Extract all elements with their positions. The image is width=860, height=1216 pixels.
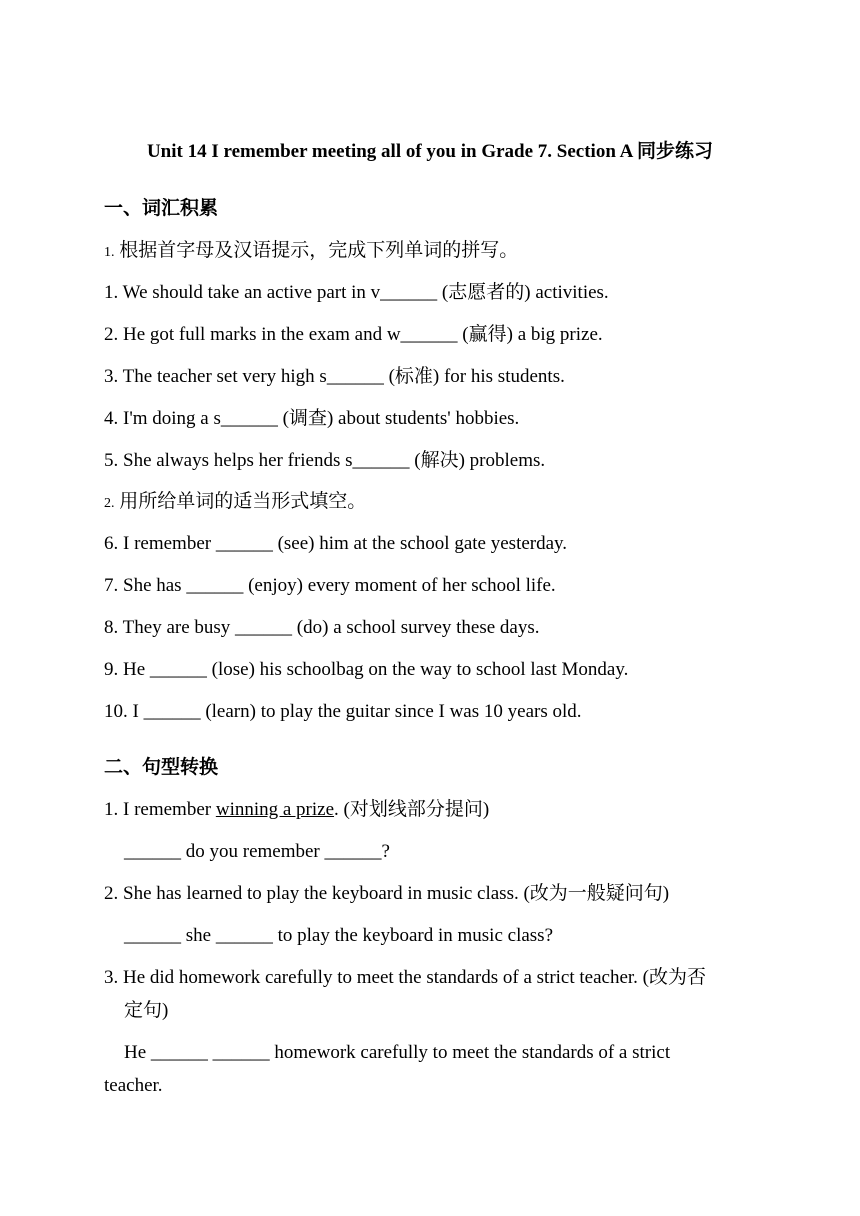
subsection-text: 用所给单词的适当形式填空。 bbox=[119, 491, 367, 512]
transformation-question-3: 3. He did homework carefully to meet the standards of a strict teacher. (改为否 bbox=[104, 967, 706, 988]
transformation-question-2: 2. She has learned to play the keyboard in music class. (改为一般疑问句) bbox=[104, 883, 670, 904]
question-item: 4. I'm doing a s______ (调查) about students' hobbies. bbox=[104, 408, 520, 429]
section-heading-vocabulary: 一、词汇积累 bbox=[104, 198, 219, 219]
question-item: 7. She has ______ (enjoy) every moment of her school life. bbox=[104, 575, 556, 596]
subsection-text: 根据首字母及汉语提示，完成下列单词的拼写。 bbox=[119, 240, 519, 261]
subsection-instruction-word-forms bbox=[104, 489, 366, 517]
question-item: 9. He ______ (lose) his schoolbag on the way to school last Monday. bbox=[104, 659, 629, 680]
question-item: 6. I remember ______ (see) him at the school gate yesterday. bbox=[104, 533, 568, 554]
answer-line: ______ do you remember ______? bbox=[124, 841, 390, 862]
answer-line-continued: teacher. bbox=[104, 1075, 163, 1096]
subsection-number: 2. bbox=[104, 496, 115, 511]
page-title: Unit 14 I remember meeting all of you in Grade 7. Section A 同步练习 bbox=[146, 141, 714, 162]
underlined-phrase: winning a prize bbox=[215, 799, 335, 820]
answer-line: ______ she ______ to play the keyboard in music class? bbox=[124, 925, 554, 946]
answer-line: He ______ ______ homework carefully to meet the standards of a strict bbox=[124, 1042, 671, 1063]
question-item: 8. They are busy ______ (do) a school survey these days. bbox=[104, 617, 540, 638]
question-item: 3. The teacher set very high s______ (标准) for his students. bbox=[104, 366, 565, 387]
question-item: 10. I ______ (learn) to play the guitar since I was 10 years old. bbox=[104, 701, 582, 722]
question-item: 1. We should take an active part in v______ (志愿者的) activities. bbox=[104, 282, 609, 303]
question-text-prefix: 1. I remember bbox=[104, 799, 216, 820]
question-item: 2. He got full marks in the exam and w______ (赢得) a big prize. bbox=[104, 324, 603, 345]
transformation-question-3-continued: 定句) bbox=[124, 1000, 169, 1021]
question-text-suffix: . (对划线部分提问) bbox=[334, 799, 490, 820]
subsection-instruction-spelling bbox=[104, 238, 518, 266]
question-item: 5. She always helps her friends s______ (解决) problems. bbox=[104, 450, 546, 471]
subsection-number: 1. bbox=[104, 245, 115, 260]
section-heading-sentence-transformation: 二、句型转换 bbox=[104, 757, 219, 778]
transformation-question-1 bbox=[104, 797, 489, 823]
